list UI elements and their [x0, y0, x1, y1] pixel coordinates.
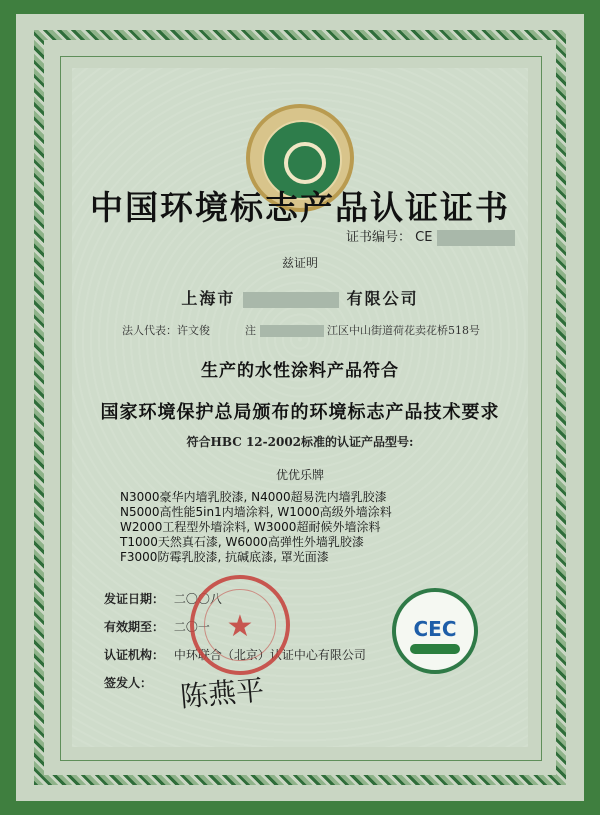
issuer-label: 认证机构： — [104, 648, 165, 662]
valid-until: 二〇一 — [173, 620, 210, 634]
signature: 陈燕平 — [178, 673, 266, 714]
product-line: F3000防霉乳胶漆, 抗碱底漆, 罩光面漆 — [120, 550, 329, 564]
product-line: N5000高性能5in1内墙涂料, W1000高级外墙涂料 — [120, 505, 392, 519]
statement-2: 国家环境保护总局颁布的环境标志产品技术要求 — [100, 402, 500, 423]
cec-logo-text: CEC — [413, 617, 457, 641]
official-seal — [190, 575, 290, 675]
signer-row — [104, 674, 170, 691]
redacted-company — [243, 292, 339, 308]
certificate-number — [346, 226, 515, 246]
seal-star-icon: ★ — [226, 609, 254, 644]
company-name — [0, 286, 600, 309]
lead-text: 兹证明 — [281, 256, 318, 270]
product-line: W2000工程型外墙涂料, W3000超耐候外墙涂料 — [120, 520, 381, 534]
certificate-title: 中国环境标志产品认证证书 — [90, 188, 510, 227]
signer-label: 签发人： — [104, 676, 153, 690]
company-suffix: 有限公司 — [346, 289, 419, 308]
certificate-number-label: 证书编号： — [346, 230, 412, 245]
brand-name: 优优乐牌 — [275, 468, 324, 482]
issue-date-label: 发证日期： — [104, 592, 165, 606]
company-address — [245, 322, 480, 338]
certificate-number-prefix: CE — [415, 230, 433, 245]
redacted-address — [260, 325, 324, 337]
cec-logo — [392, 588, 478, 674]
statement-1: 生产的水性涂料产品符合 — [201, 361, 399, 381]
product-list — [120, 490, 392, 565]
product-line: T1000天然真石漆, W6000高弹性外墙乳胶漆 — [120, 535, 364, 549]
issue-date: 二〇〇八 — [173, 592, 222, 606]
company-prefix: 上海市 — [181, 289, 236, 308]
cec-wave-icon — [410, 644, 460, 654]
statement-3: 符合HBC 12-2002标准的认证产品型号: — [186, 435, 414, 449]
product-line: N3000豪华内墙乳胶漆, N4000超易洗内墙乳胶漆 — [120, 490, 387, 504]
address-suffix: 江区中山街道荷花卖花桥518号 — [327, 324, 480, 337]
issuer: 中环联合（北京）认证中心有限公司 — [173, 648, 366, 662]
valid-until-label: 有效期至： — [104, 620, 165, 634]
emblem-ring-icon — [284, 142, 326, 184]
legal-representative: 法人代表：许文俊 — [122, 324, 210, 337]
address-prefix: 注 — [245, 324, 256, 337]
redacted-number — [437, 230, 515, 246]
